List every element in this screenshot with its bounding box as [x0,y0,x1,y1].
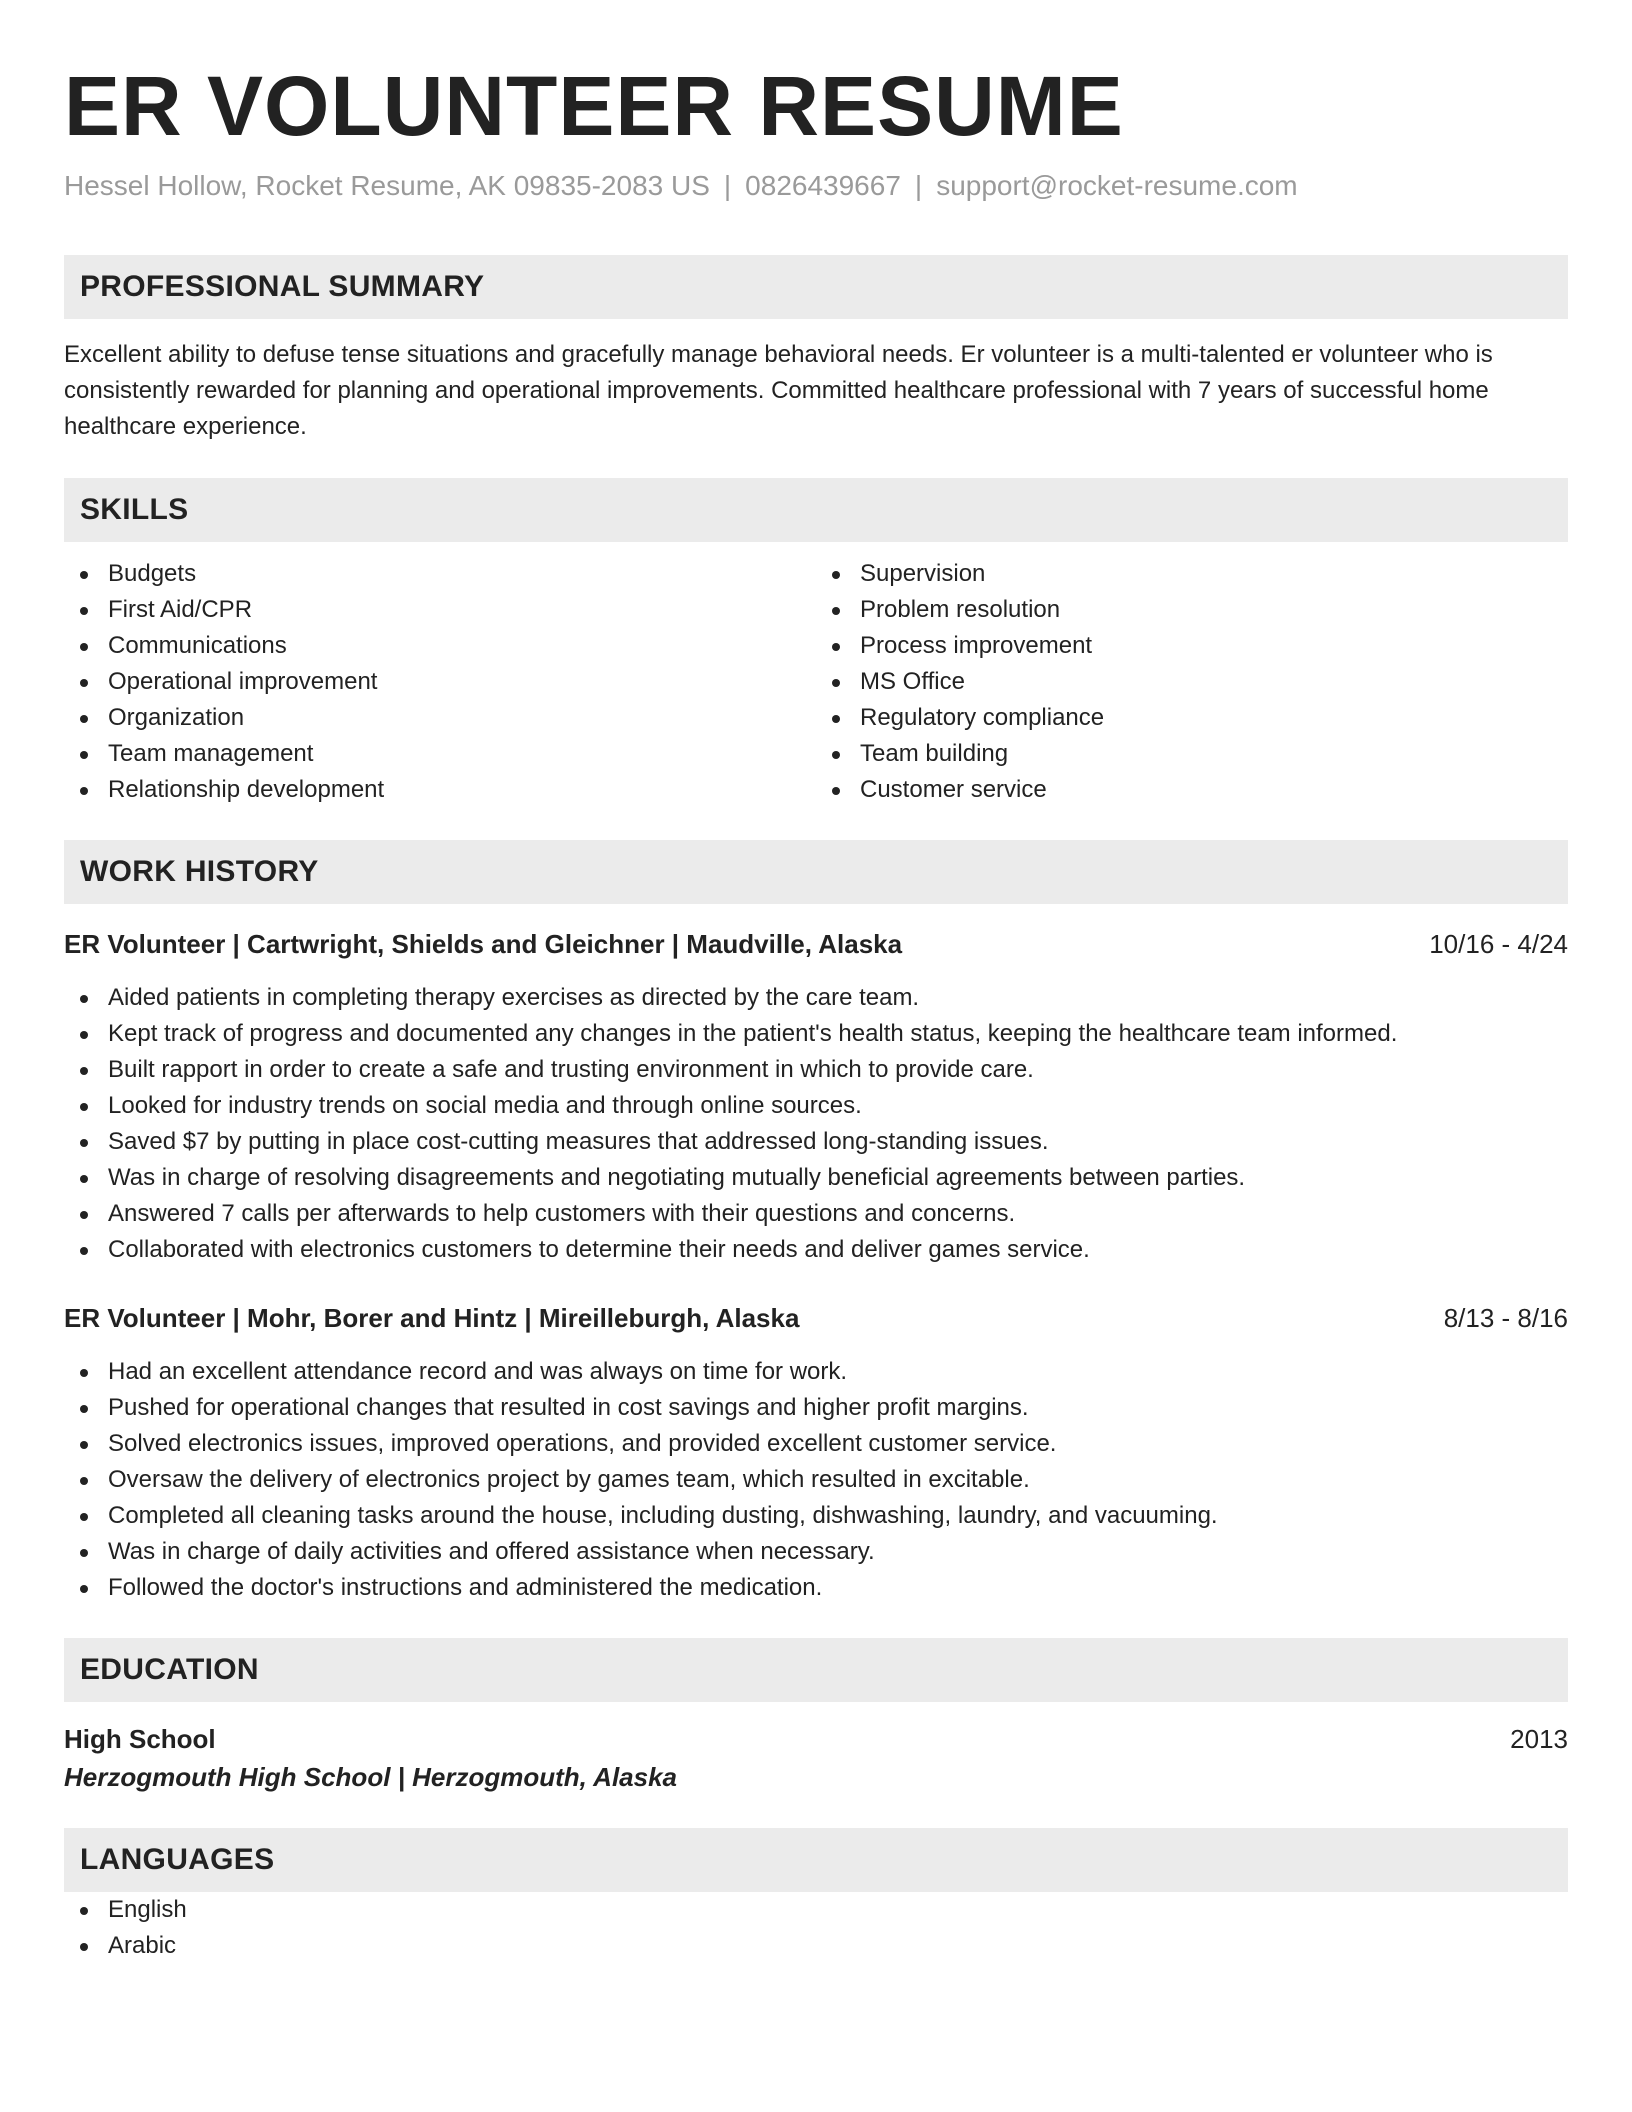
skill-item: Relationship development [64,772,816,808]
job-entry [64,926,1568,1268]
education-entry [64,1720,1568,1796]
language-item: English [64,1892,1568,1928]
summary-text: Excellent ability to defuse tense situations and gracefully manage behavioral needs. Er volunteer is a multi-talented er volunteer who is consistently rewarded for planning and operational improvements. Committed healthcare professional with 7 years of successful home healthcare experience. [64,341,1493,440]
skills-column-right [816,556,1568,808]
job-duties [64,1354,1568,1606]
work-history-heading: WORK HISTORY [64,840,1568,904]
job-duty-item: Completed all cleaning tasks around the house, including dusting, dishwashing, laundry, and vacuuming. [64,1498,1568,1534]
job-duty-item: Had an excellent attendance record and was always on time for work. [64,1354,1568,1390]
skill-item: Regulatory compliance [816,700,1568,736]
education-year: 2013 [1510,1724,1568,1754]
job-title: ER Volunteer | Mohr, Borer and Hintz | Mireilleburgh, Alaska [64,1303,800,1333]
job-duty-item: Answered 7 calls per afterwards to help customers with their questions and concerns. [64,1196,1568,1232]
contact-line [64,168,1568,204]
languages-list [64,1892,1568,1964]
skill-item: Team management [64,736,816,772]
skill-item: Customer service [816,772,1568,808]
skill-item: First Aid/CPR [64,592,816,628]
job-duty-item: Collaborated with electronics customers to determine their needs and deliver games service. [64,1232,1568,1268]
education-school: Herzogmouth High School | Herzogmouth, Alaska [64,1762,678,1792]
skill-item: Operational improvement [64,664,816,700]
contact-separator: | [723,170,732,201]
job-duty-item: Was in charge of daily activities and offered assistance when necessary. [64,1534,1568,1570]
job-duty-item: Followed the doctor's instructions and administered the medication. [64,1570,1568,1606]
job-duty-item: Was in charge of resolving disagreements and negotiating mutually beneficial agreements between parties. [64,1160,1568,1196]
skill-item: Team building [816,736,1568,772]
job-header [64,1300,1568,1336]
skill-item: Budgets [64,556,816,592]
resume-title: ER VOLUNTEER RESUME [64,59,1124,153]
education-heading: EDUCATION [64,1638,1568,1702]
job-duty-item: Solved electronics issues, improved operations, and provided excellent customer service. [64,1426,1568,1462]
job-duty-item: Kept track of progress and documented any changes in the patient's health status, keeping the healthcare team informed. [64,1016,1568,1052]
job-title: ER Volunteer | Cartwright, Shields and Gleichner | Maudville, Alaska [64,929,903,959]
skill-item: Organization [64,700,816,736]
job-duty-item: Looked for industry trends on social media and through online sources. [64,1088,1568,1124]
language-item: Arabic [64,1928,1568,1964]
skills-list [64,556,1568,808]
job-duty-item: Aided patients in completing therapy exercises as directed by the care team. [64,980,1568,1016]
job-duty-item: Built rapport in order to create a safe and trusting environment in which to provide care. [64,1052,1568,1088]
job-duty-item: Oversaw the delivery of electronics project by games team, which resulted in excitable. [64,1462,1568,1498]
skill-item: Supervision [816,556,1568,592]
summary-heading: PROFESSIONAL SUMMARY [64,255,1568,319]
skills-column-left [64,556,816,808]
education-degree: High School [64,1724,216,1754]
contact-email: support@rocket-resume.com [936,170,1298,201]
skill-item: MS Office [816,664,1568,700]
job-duty-item: Pushed for operational changes that resulted in cost savings and higher profit margins. [64,1390,1568,1426]
contact-phone: 0826439667 [745,170,901,201]
job-dates: 10/16 - 4/24 [1429,929,1568,959]
education-header [64,1720,1568,1758]
skills-heading: SKILLS [64,478,1568,542]
skill-item: Process improvement [816,628,1568,664]
skill-item: Communications [64,628,816,664]
languages-heading: LANGUAGES [64,1828,1568,1892]
job-duty-item: Saved $7 by putting in place cost-cutting measures that addressed long-standing issues. [64,1124,1568,1160]
skill-item: Problem resolution [816,592,1568,628]
job-duties [64,980,1568,1268]
job-dates: 8/13 - 8/16 [1443,1303,1568,1333]
job-header [64,926,1568,962]
contact-separator: | [914,170,923,201]
job-entry [64,1300,1568,1606]
contact-address: Hessel Hollow, Rocket Resume, AK 09835-2083 US [64,170,710,201]
